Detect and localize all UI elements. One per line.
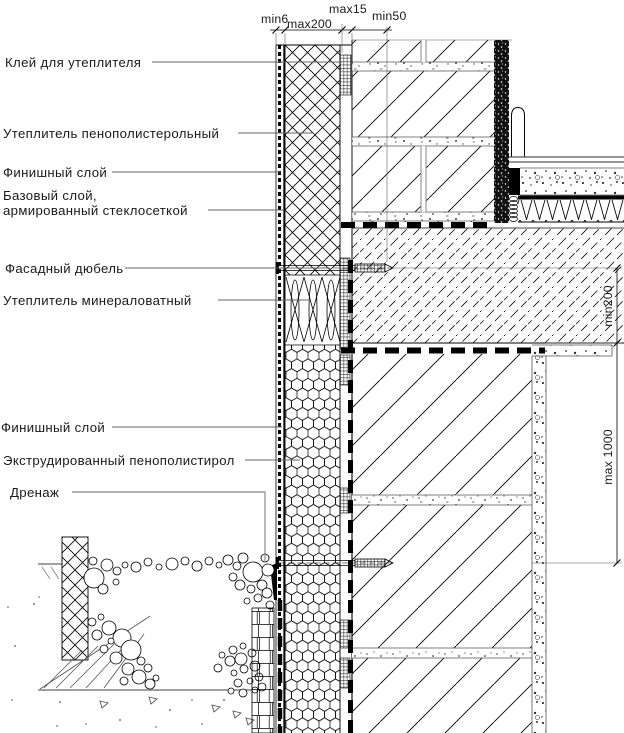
dim-min50: min50 [372, 9, 407, 23]
masonry-wall-upper [352, 40, 512, 222]
mineral-wool-band [285, 275, 340, 345]
skirting-profile [512, 108, 525, 158]
basement-plaster-strip [532, 356, 546, 733]
label-finish-bottom: Финишный слой [1, 420, 106, 435]
concrete-slab [352, 222, 624, 343]
label-drainage: Дренаж [10, 485, 60, 500]
crosshatched-pier [62, 537, 88, 660]
label-dowel: Фасадный дюбель [5, 261, 124, 276]
floor-insulation-zigzag [518, 200, 624, 222]
dim-min200: min200 [601, 285, 615, 327]
label-adhesive: Клей для утеплителя [5, 55, 142, 70]
label-eps: Утеплитель пенополистерольный [3, 126, 220, 141]
dim-max200: max200 [287, 17, 332, 31]
dim-max15: max15 [329, 2, 367, 16]
xps-insulation [285, 345, 340, 733]
screed-layer [520, 168, 624, 195]
label-finish-top: Финишный слой [3, 165, 108, 180]
dim-min6: min6 [261, 12, 289, 26]
label-base-line1: Базовый слой, [3, 188, 97, 203]
label-base-line2: армированный стеклосеткой [3, 203, 188, 218]
dim-max1000: max 1000 [601, 429, 615, 485]
drainage-column [252, 608, 274, 733]
label-xps: Экструдированный пенополистирол [3, 453, 235, 468]
label-mineral-wool: Утеплитель минераловатный [3, 293, 192, 308]
interior-plaster-strip [494, 40, 509, 223]
floor-edge-block [509, 168, 520, 195]
